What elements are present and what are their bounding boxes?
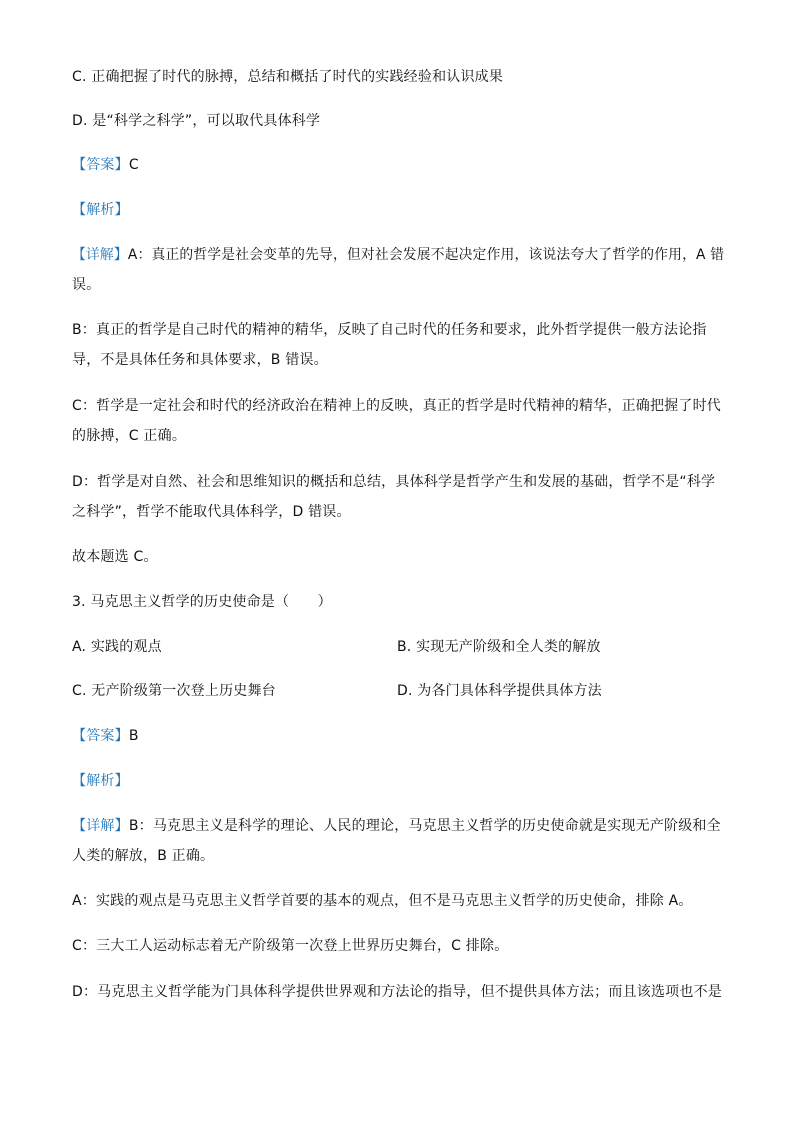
q3-detail-b-line2: 人类的解放，B 正确。: [72, 848, 215, 864]
q2-analysis-tag: 【解析】: [72, 202, 129, 218]
q3-detail-d-line: D：马克思主义哲学能为门具体科学提供世界观和方法论的指导，但不提供具体方法；而且该选项也不是: [72, 984, 722, 1000]
q3-option-b: B. 实现无产阶级和全人类的解放: [397, 639, 601, 655]
q3-option-a: A. 实践的观点: [72, 639, 162, 655]
answer-value: B: [128, 728, 139, 744]
q2-answer: [72, 155, 139, 175]
detail-tag: 【详解】: [72, 818, 129, 834]
answer-tag: 【答案】: [72, 157, 129, 173]
q3-answer: [72, 726, 139, 746]
q2-detail-a-line1: [72, 245, 724, 265]
answer-tag: 【答案】: [72, 728, 129, 744]
q2-detail-a-line2: 误。: [72, 277, 101, 293]
detail-tag: 【详解】: [72, 247, 128, 263]
q2-detail-d-line2: 之科学”，哲学不能取代具体科学，D 错误。: [72, 504, 351, 520]
q3-option-c: C. 无产阶级第一次登上历史舞台: [72, 683, 276, 699]
q3-option-d: D. 为各门具体科学提供具体方法: [397, 683, 602, 699]
q2-detail-b-line2: 导，不是具体任务和具体要求，B 错误。: [72, 352, 328, 368]
q2-conclusion: 故本题选 C。: [72, 549, 158, 565]
q2-detail-c-line2: 的脉搏，C 正确。: [72, 428, 187, 444]
answer-value: C: [128, 157, 139, 173]
q3-detail-b-line1: [72, 816, 721, 836]
q3-detail-c-line: C：三大工人运动标志着无产阶级第一次登上世界历史舞台，C 排除。: [72, 938, 509, 954]
q2-option-d: D. 是“科学之科学”，可以取代具体科学: [72, 113, 321, 129]
q2-detail-d-line1: D：哲学是对自然、社会和思维知识的概括和总结，具体科学是哲学产生和发展的基础，哲学不是“科学: [72, 474, 716, 490]
q3-stem: 3. 马克思主义哲学的历史使命是（ ）: [72, 594, 332, 610]
q2-option-c: C. 正确把握了时代的脉搏，总结和概括了时代的实践经验和认识成果: [72, 69, 504, 85]
q3-detail-a-line: A：实践的观点是马克思主义哲学首要的基本的观点，但不是马克思主义哲学的历史使命，排除 A。: [72, 893, 693, 909]
detail-text: A：真正的哲学是社会变革的先导，但对社会发展不起决定作用，该说法夸大了哲学的作用，A 错: [127, 247, 725, 263]
q3-analysis-tag: 【解析】: [72, 773, 129, 789]
q2-detail-b-line1: B：真正的哲学是自己时代的精神的精华，反映了自己时代的任务和要求，此外哲学提供一般方法论指: [72, 322, 707, 338]
detail-text: B：马克思主义是科学的理论、人民的理论，马克思主义哲学的历史使命就是实现无产阶级和全: [128, 818, 721, 834]
q2-detail-c-line1: C：哲学是一定社会和时代的经济政治在精神上的反映，真正的哲学是时代精神的精华，正确把握了时代: [72, 398, 721, 414]
